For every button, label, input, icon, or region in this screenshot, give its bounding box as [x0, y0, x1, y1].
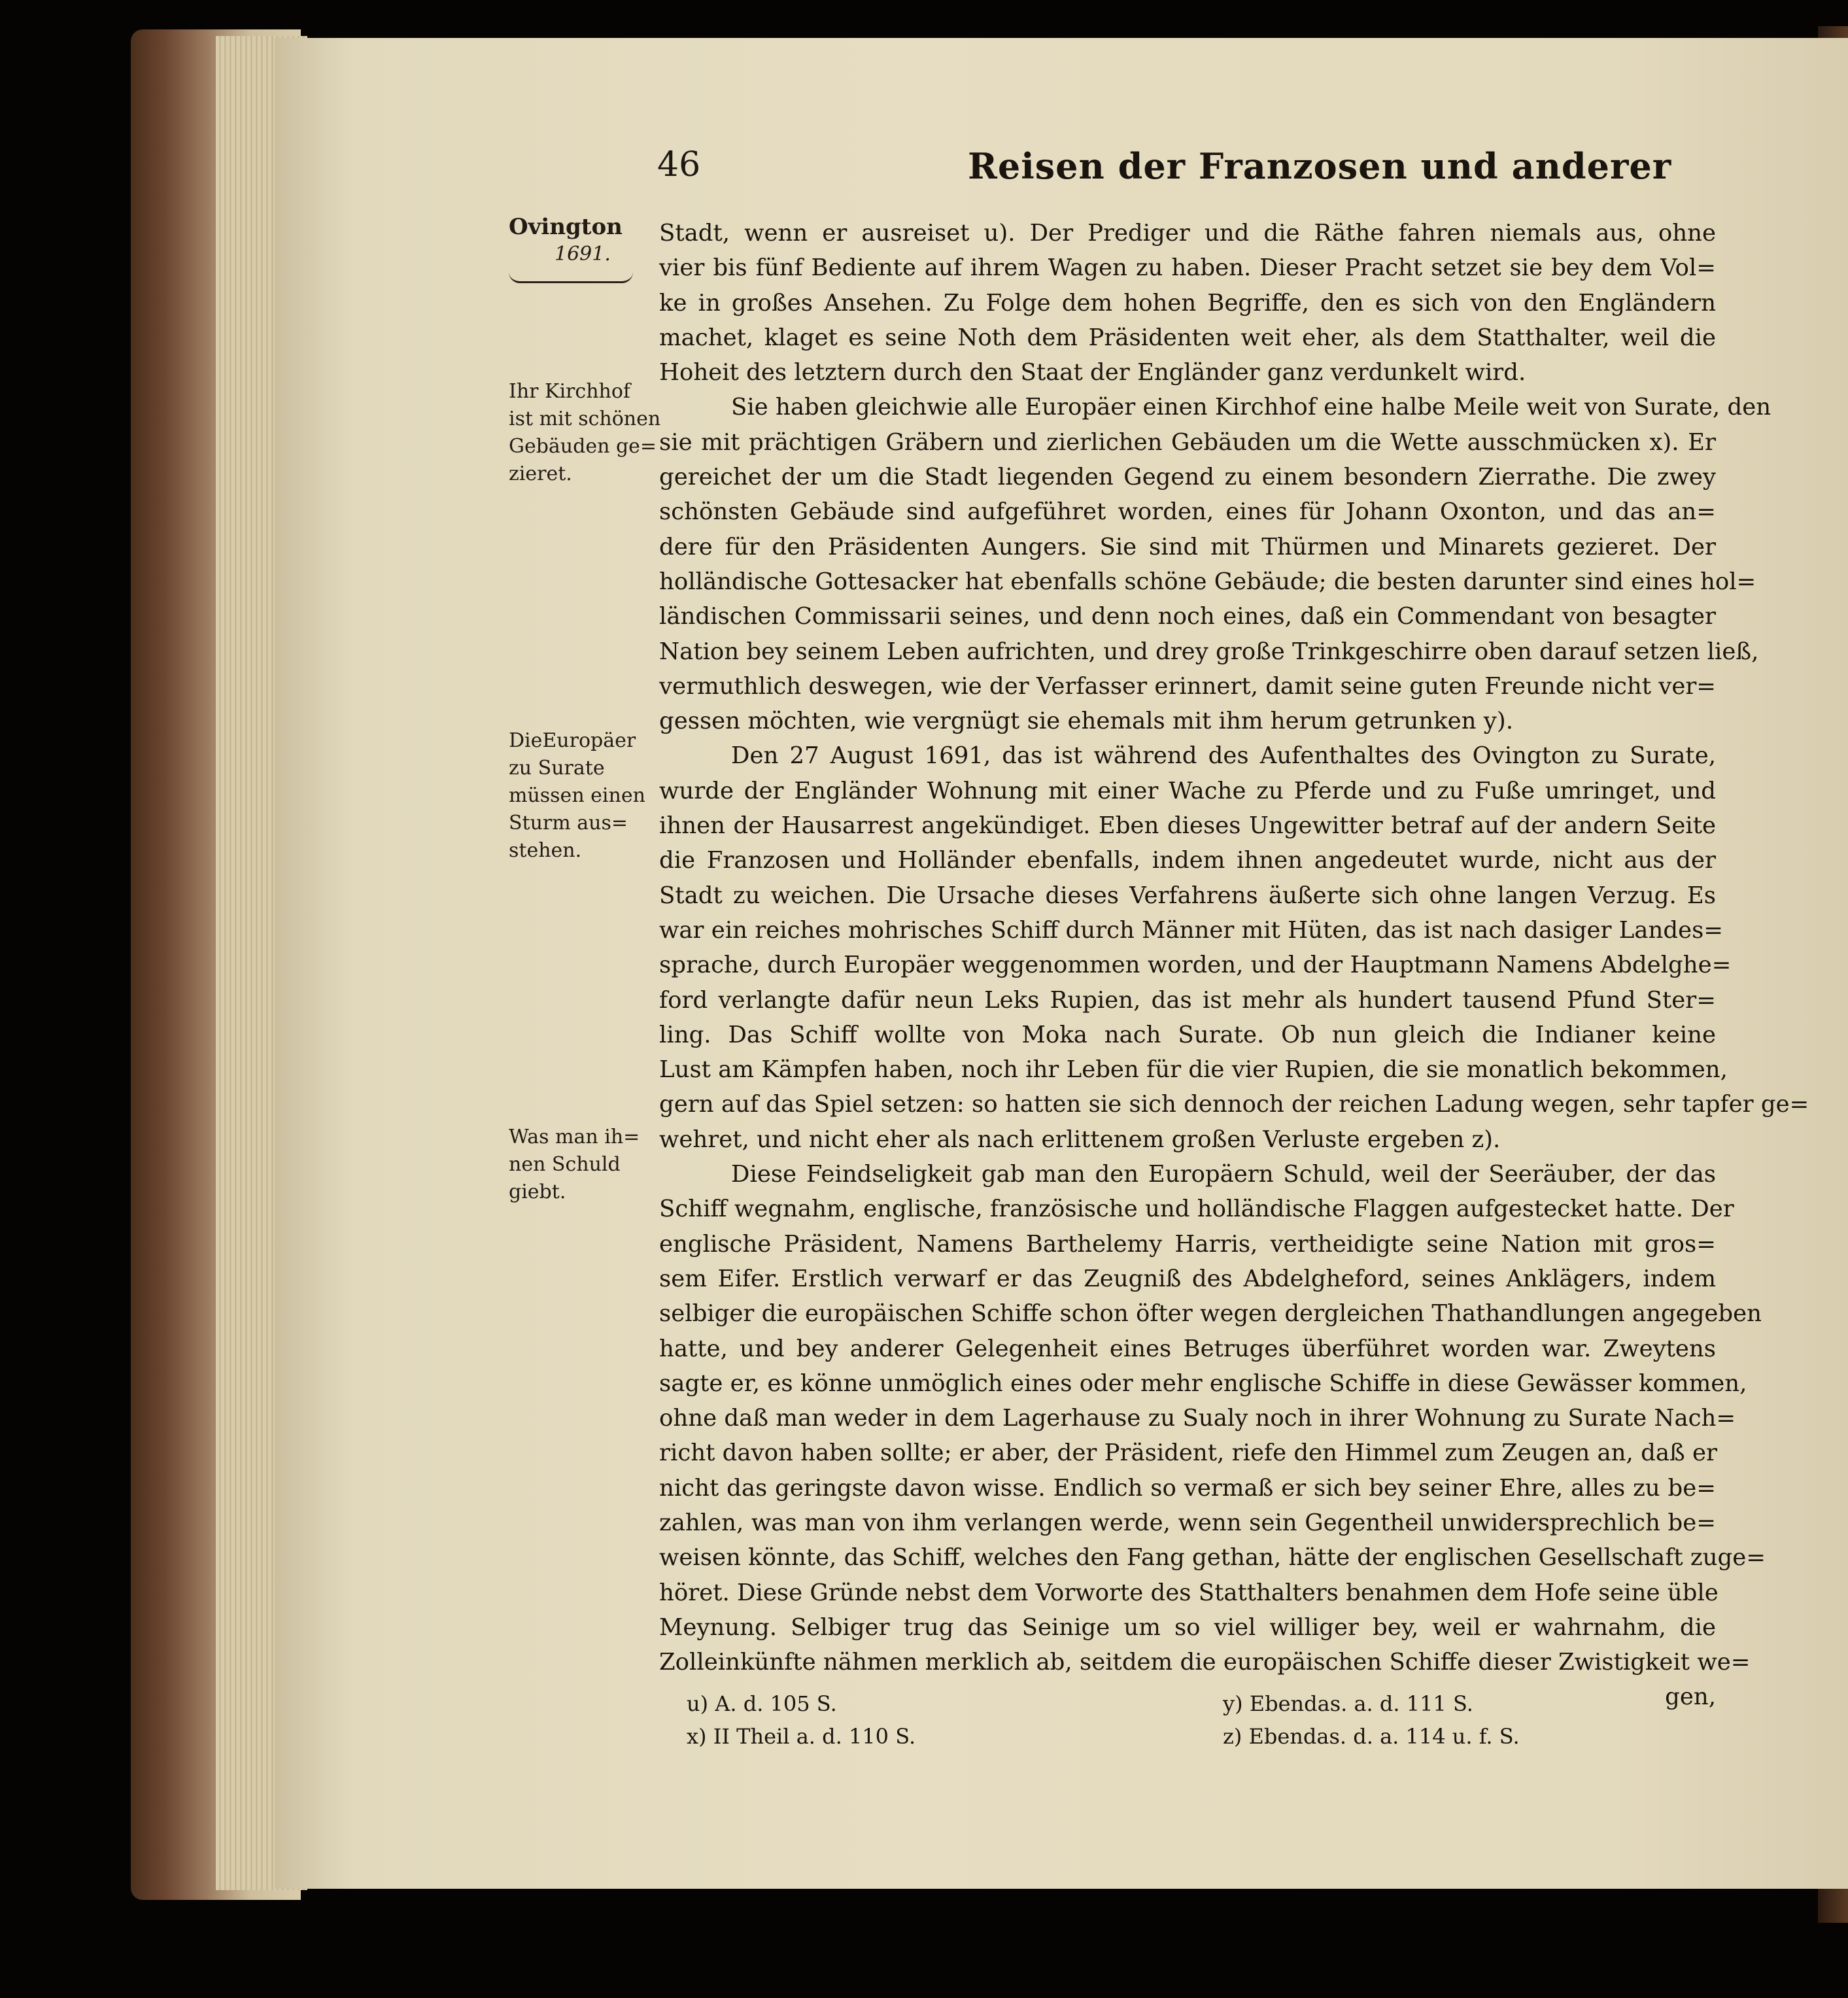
- text-line: gereichet der um die Stadt liegenden Gegend zu einem besondern Zierrathe. Die zwey: [659, 464, 1716, 491]
- text-line: dere für den Präsidenten Aungers. Sie sind mit Thürmen und Minarets gezieret. Der: [659, 533, 1716, 560]
- page-number: 46: [657, 145, 701, 184]
- margin-note-ovington: [509, 213, 653, 283]
- text-line: sagte er, es könne unmöglich eines oder mehr englische Schiffe in diese Gewässer kommen,: [659, 1369, 1747, 1397]
- text-line: Stadt, wenn er ausreiset u). Der Prediger und die Räthe fahren niemals aus, ohne: [659, 220, 1716, 247]
- margin-note-kirchhof: [509, 378, 661, 488]
- text-line: selbiger die europäischen Schiffe schon öfter wegen dergleichen Thathandlungen angegeben: [659, 1300, 1762, 1328]
- text-line: Sie haben gleichwie alle Europäer einen Kirchhof eine halbe Meile weit von Surate, den: [731, 394, 1771, 421]
- text-line: Den 27 August 1691, das ist während des Aufenthaltes des Ovington zu Surate,: [731, 742, 1716, 770]
- margin-line: nen Schuld: [509, 1153, 621, 1176]
- margin-line: Ovington: [509, 214, 623, 240]
- text-line: gern auf das Spiel setzen: so hatten sie sich dennoch der reichen Ladung wegen, sehr tapfer ge=: [659, 1091, 1809, 1118]
- text-line: wurde der Engländer Wohnung mit einer Wache zu Pferde und zu Fuße umringet, und: [659, 777, 1716, 804]
- margin-line: Ihr Kirchhof: [509, 380, 631, 403]
- catchword: gen,: [1665, 1683, 1716, 1711]
- margin-line: DieEuropäer: [509, 729, 636, 752]
- margin-line: Sturm aus=: [509, 812, 628, 835]
- margin-note-europaeer: [509, 727, 653, 865]
- text-line: vermuthlich deswegen, wie der Verfasser erinnert, damit seine guten Freunde nicht ver=: [659, 672, 1717, 700]
- margin-line: zieret.: [509, 462, 572, 485]
- text-line: ke in großes Ansehen. Zu Folge dem hohen Begriffe, den es sich von den Engländern: [659, 289, 1716, 317]
- margin-line: stehen.: [509, 839, 582, 862]
- text-line: ohne daß man weder in dem Lagerhause zu Sualy noch in ihrer Wohnung zu Surate Nach=: [659, 1405, 1736, 1432]
- margin-line: Was man ih=: [509, 1126, 640, 1148]
- text-line: Lust am Kämpfen haben, noch ihr Leben für die vier Rupien, die sie monatlich bekommen,: [659, 1056, 1728, 1084]
- footnote: u) A. d. 105 S.: [687, 1691, 837, 1716]
- text-line: gessen möchten, wie vergnügt sie ehemals mit ihm herum getrunken y).: [659, 708, 1513, 735]
- margin-line: ist mit schönen: [509, 407, 661, 430]
- margin-note-schuld: [509, 1124, 653, 1206]
- margin-line: 1691.: [555, 243, 611, 266]
- text-line: ling. Das Schiff wollte von Moka nach Surate. Ob nun gleich die Indianer keine: [659, 1021, 1716, 1048]
- text-line: nicht das geringste davon wisse. Endlich so vermaß er sich bey seiner Ehre, alles zu be=: [659, 1474, 1716, 1502]
- footnotes-right: [1223, 1687, 1520, 1753]
- text-line: schönsten Gebäude sind aufgeführet worden, eines für Johann Oxonton, und das an=: [659, 498, 1716, 526]
- text-line: hatte, und bey anderer Gelegenheit eines Betruges überführet worden war. Zweytens: [659, 1335, 1716, 1362]
- text-line: richt davon haben sollte; er aber, der Präsident, riefe den Himmel zum Zeugen an, daß er: [659, 1439, 1717, 1467]
- text-line: holländische Gottesacker hat ebenfalls schöne Gebäude; die besten darunter sind eines hol=: [659, 568, 1756, 595]
- running-head: Reisen der Franzosen und anderer: [968, 145, 1672, 187]
- footnote: z) Ebendas. d. a. 114 u. f. S.: [1223, 1724, 1520, 1749]
- text-line: Meynung. Selbiger trug das Seinige um so viel williger bey, weil er wahrnahm, die: [659, 1613, 1716, 1641]
- text-line: ländischen Commissarii seines, und denn noch eines, daß ein Commendant von besagter: [659, 603, 1716, 630]
- text-line: vier bis fünf Bediente auf ihrem Wagen zu haben. Dieser Pracht setzet sie bey dem Vol=: [659, 254, 1716, 282]
- text-line: sprache, durch Europäer weggenommen worden, und der Hauptmann Namens Abdelghe=: [659, 952, 1732, 979]
- margin-line: zu Surate: [509, 757, 605, 780]
- text-line: Schiff wegnahm, englische, französische und holländische Flaggen aufgestecket hatte. Der: [659, 1196, 1734, 1223]
- text-line: Hoheit des letztern durch den Staat der Engländer ganz verdunkelt wird.: [659, 359, 1526, 387]
- footnote: y) Ebendas. a. d. 111 S.: [1223, 1691, 1473, 1716]
- text-line: war ein reiches mohrisches Schiff durch Männer mit Hüten, das ist nach dasiger Landes=: [659, 916, 1724, 944]
- margin-line: Gebäuden ge=: [509, 435, 657, 458]
- text-line: die Franzosen und Holländer ebenfalls, indem ihnen angedeutet wurde, nicht aus der: [659, 847, 1716, 874]
- text-line: Diese Feindseligkeit gab man den Europäern Schuld, weil der Seeräuber, der das: [731, 1161, 1716, 1188]
- margin-bracket-rule: [509, 272, 633, 283]
- text-line: wehret, und nicht eher als nach erlittenem großen Verluste ergeben z).: [659, 1126, 1501, 1153]
- text-line: höret. Diese Gründe nebst dem Vorworte des Statthalters benahmen dem Hofe seine üble: [659, 1579, 1719, 1606]
- body-text: [659, 216, 1809, 1715]
- text-line: zahlen, was man von ihm verlangen werde, wenn sein Gegentheil unwidersprechlich be=: [659, 1509, 1716, 1536]
- footnotes-left: [687, 1687, 915, 1753]
- text-line: ihnen der Hausarrest angekündiget. Eben dieses Ungewitter betraf auf der andern Seite: [659, 812, 1716, 840]
- text-line: Zolleinkünfte nähmen merklich ab, seitdem die europäischen Schiffe dieser Zwistigkeit we=: [659, 1649, 1751, 1676]
- footnote: x) II Theil a. d. 110 S.: [687, 1724, 916, 1749]
- text-line: sie mit prächtigen Gräbern und zierlichen Gebäuden um die Wette ausschmücken x). Er: [659, 428, 1716, 456]
- text-line: machet, klaget es seine Noth dem Präsidenten weit eher, als dem Statthalter, weil die: [659, 324, 1716, 351]
- text-line: weisen könnte, das Schiff, welches den Fang gethan, hätte der englischen Gesellschaft zuge=: [659, 1544, 1766, 1572]
- text-line: Stadt zu weichen. Die Ursache dieses Verfahrens äußerte sich ohne langen Verzug. Es: [659, 882, 1716, 909]
- text-line: Nation bey seinem Leben aufrichten, und drey große Trinkgeschirre oben darauf setzen ließ,: [659, 638, 1759, 665]
- text-line: englische Präsident, Namens Barthelemy Harris, vertheidigte seine Nation mit gros=: [659, 1230, 1716, 1258]
- margin-line: müssen einen: [509, 784, 645, 807]
- text-line: sem Eifer. Erstlich verwarf er das Zeugniß des Abdelgheford, seines Anklägers, indem: [659, 1265, 1716, 1292]
- text-line: ford verlangte dafür neun Leks Rupien, das ist mehr als hundert tausend Pfund Ster=: [659, 986, 1716, 1014]
- margin-line: giebt.: [509, 1180, 566, 1203]
